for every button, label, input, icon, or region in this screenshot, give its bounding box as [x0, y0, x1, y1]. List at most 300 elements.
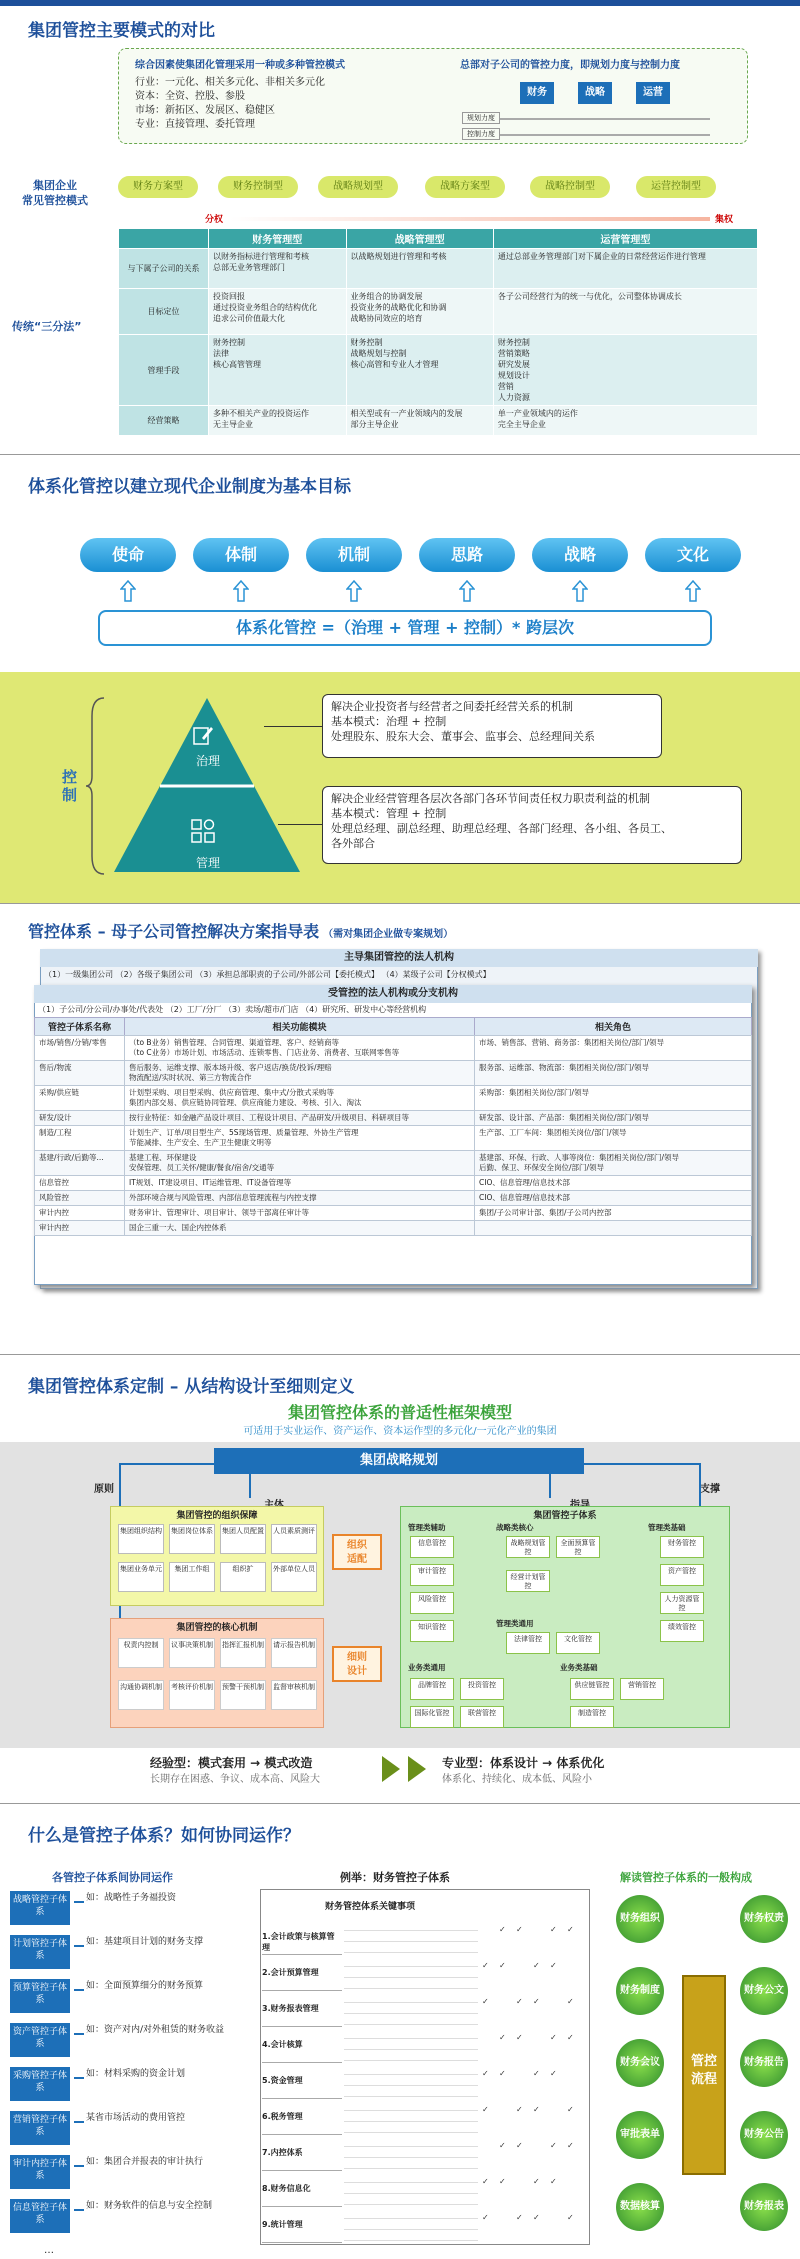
- subsystem-desc: 某省市场活动的费用管控: [86, 2113, 186, 2123]
- slide-1: [0, 0, 800, 455]
- sys-group: 业务类通用: [408, 1663, 446, 1672]
- title-main: 管控体系 – 母子公司管控解决方案指导表: [28, 922, 320, 941]
- goal-bubble: 战略: [532, 538, 628, 572]
- table-cell: 信息管控: [35, 1176, 125, 1191]
- axis-line: [500, 134, 710, 136]
- component-circle: 财务制度: [616, 1967, 664, 2015]
- core-cell: 预警干预机制: [220, 1680, 266, 1710]
- gov-line: 基本模式：治理 + 控制: [331, 715, 447, 728]
- finance-subline: [344, 1968, 478, 1978]
- mode-box: 运营: [636, 82, 670, 104]
- finance-subline: [344, 2040, 478, 2050]
- col-head: 相关功能模块: [125, 1018, 475, 1036]
- cell: 多种不相关产业的投资运作 无主导企业: [209, 406, 347, 436]
- process-center: 管控 流程: [682, 1975, 726, 2175]
- formula-box: 体系化管控 =（治理 + 管理 + 控制）* 跨层次: [98, 610, 712, 646]
- table-row: [119, 406, 758, 436]
- check-icon: ✓: [482, 1997, 489, 2006]
- criteria-line: 行业：一元化、相关多元化、非相关多元化: [135, 77, 325, 88]
- slide-2: [0, 456, 800, 904]
- table-row: [35, 1111, 752, 1126]
- check-icon: ✓: [550, 2069, 557, 2078]
- sys-cell: 联营管控: [460, 1706, 504, 1728]
- framework-sub: 可适用于实业运作、资产运作、资本运作型的多元化/一元化产业的集团: [243, 1426, 557, 1437]
- table-row: [35, 1061, 752, 1086]
- cell: 相关型或有一产业领域内的发展 部分主导企业: [346, 406, 493, 436]
- finance-item: 3.财务报表管理: [262, 1993, 342, 2027]
- check-icon: ✓: [533, 1961, 540, 1970]
- left-label-three: 传统“三分法”: [12, 320, 82, 333]
- criteria-line: 专业：直接管理、委托管理: [135, 119, 255, 130]
- check-icon: ✓: [567, 1925, 574, 1934]
- gov-line: 解决企业投资者与经营者之间委托经营关系的机制: [331, 700, 573, 713]
- subsystem-block: 营销管控子体系: [10, 2111, 70, 2145]
- table-row: [35, 1221, 752, 1236]
- subsystem-block: 信息管控子体系: [10, 2199, 70, 2233]
- check-icon: ✓: [550, 1925, 557, 1934]
- front-title: 受管控的法人机构或分支机构: [34, 985, 752, 1003]
- left-title: 各管控子体系间协同运作: [52, 1871, 173, 1884]
- criteria-line: 市场：新拓区、发展区、稳健区: [135, 105, 275, 116]
- bracket-icon: [86, 696, 106, 876]
- slide-4-title: 集团管控体系定制 – 从结构设计至细则定义: [28, 1377, 355, 1397]
- sys-cell: 信息管控: [410, 1536, 454, 1558]
- check-icon: ✓: [533, 2177, 540, 2186]
- core-title: 集团管控的核心机制: [176, 1623, 258, 1633]
- link-line: [74, 1989, 84, 1991]
- subsystem-desc: 如：战略性子务福投资: [86, 1893, 177, 1903]
- goal-bubble: 使命: [80, 538, 176, 572]
- check-icon: ✓: [482, 2213, 489, 2222]
- mid-title: 例举：财务管控子体系: [340, 1871, 450, 1884]
- check-icon: ✓: [499, 2177, 506, 2186]
- gov-line: 处理股东、股东大会、董事会、监事会、总经理间关系: [331, 730, 595, 743]
- core-cell: 权责内控制: [118, 1638, 164, 1668]
- finance-subline: [344, 1993, 478, 2003]
- table-cell: 计划型采购、项目型采购、供应商管理、集中式/分散式采购等 集团内部交易、供应链协同管理、供应商能力建设、考核、引入、淘汰: [125, 1086, 475, 1111]
- check-icon: ✓: [516, 2105, 523, 2114]
- check-icon: ✓: [567, 2213, 574, 2222]
- table-row: [35, 1086, 752, 1111]
- row-key: 目标定位: [119, 289, 209, 335]
- finance-item: 1.会计政策与核算管理: [262, 1921, 342, 1955]
- management-box: [322, 786, 742, 864]
- mode-pill: 战略规划型: [318, 176, 398, 198]
- check-icon: ✓: [516, 2213, 523, 2222]
- check-icon: ✓: [516, 1925, 523, 1934]
- org-title: 集团管控的组织保障: [176, 1511, 258, 1521]
- sys-cell: 制造管控: [570, 1706, 614, 1728]
- front-sub: （1）子公司/分公司/办事处/代表处 （2）工厂/分厂 （3）卖场/超市/门店 （4）研究所、研发中心等经营机构: [38, 1005, 427, 1014]
- org-cell: 集团工作组: [169, 1562, 215, 1592]
- table-cell: 制造/工程: [35, 1126, 125, 1151]
- link-line: [74, 2121, 84, 2123]
- sys-group: 战略类核心: [496, 1523, 534, 1532]
- table-cell: 风险管控: [35, 1191, 125, 1206]
- finance-table-head: 财务管控体系关键事项: [324, 1902, 415, 1912]
- core-panel: [110, 1618, 324, 1728]
- check-icon: ✓: [567, 2033, 574, 2042]
- component-circle: 数据核算: [616, 2183, 664, 2231]
- table-head: 财务管理型: [209, 229, 347, 249]
- cell: 投资回报 通过投资业务组合的结构优化 追求公司价值最大化: [209, 289, 347, 335]
- component-circle: 财务公告: [740, 2111, 788, 2159]
- subsystem-block: 资产管控子体系: [10, 2023, 70, 2057]
- org-cell: 外部单位人员: [271, 1562, 317, 1592]
- finance-subline: [344, 1979, 478, 1989]
- sys-cell: 资产管控: [660, 1564, 704, 1586]
- finance-subline: [344, 2220, 478, 2230]
- check-icon: ✓: [499, 2033, 506, 2042]
- up-arrow-icon: [572, 580, 588, 602]
- mode-box: 财务: [520, 82, 554, 104]
- sys-group: 管理类通用: [496, 1619, 534, 1628]
- table-cell: 基建部、环保、行政、人事等岗位：集团相关岗位/部门/领导 后勤、保卫、环保安全岗位/部门/领导: [475, 1151, 752, 1176]
- framework-title: 集团管控体系的普适性框架模型: [287, 1403, 512, 1422]
- finance-subline: [344, 2209, 478, 2219]
- decentral-label: 分权: [205, 215, 224, 225]
- component-circle: 审批表单: [616, 2111, 664, 2159]
- up-arrow-icon: [459, 580, 475, 602]
- sys-cell: 绩效管控: [660, 1620, 704, 1642]
- finance-subline: [344, 2029, 478, 2039]
- finance-subline: [344, 2101, 478, 2111]
- sys-cell: 营销管控: [620, 1678, 664, 1700]
- criteria-list: [135, 76, 325, 132]
- mgmt-line: 各外部合: [331, 837, 375, 850]
- check-icon: ✓: [550, 2141, 557, 2150]
- finance-subline: [344, 2231, 478, 2241]
- row-key: 经营策略: [119, 406, 209, 436]
- table-head: 运营管理型: [493, 229, 757, 249]
- finance-subline: [344, 1932, 478, 1942]
- component-circle: 财务公文: [740, 1967, 788, 2015]
- finance-subline: [344, 2004, 478, 2014]
- link-line: [74, 2033, 84, 2035]
- slide-5: [0, 1805, 800, 2259]
- cell: 财务控制 战略规划与控制 核心高管和专业人才管理: [346, 335, 493, 406]
- finance-item: 4.会计核算: [262, 2029, 342, 2063]
- org-cell: 集团组织结构: [118, 1524, 164, 1554]
- finance-subline: [344, 1921, 478, 1931]
- table-row: [35, 1036, 752, 1061]
- table-cell: CIO、信息管理/信息技术部: [475, 1191, 752, 1206]
- mode-pill: 财务控制型: [218, 176, 298, 198]
- finance-subline: [344, 2159, 478, 2169]
- table-cell: [475, 1221, 752, 1236]
- component-circle: 财务组织: [616, 1895, 664, 1943]
- finance-subline: [344, 2123, 478, 2133]
- connector-line: [264, 726, 322, 727]
- finance-subline: [344, 2087, 478, 2097]
- left-label-modes: 集团企业 常见管控模式: [22, 179, 88, 207]
- subsystem-desc: 如：资产对内/对外租赁的财务收益: [86, 2025, 225, 2035]
- check-icon: ✓: [550, 2177, 557, 2186]
- note-right: 总部对子公司的管控力度，即规划力度与控制力度: [460, 60, 680, 71]
- finance-item: 5.资金管理: [262, 2065, 342, 2099]
- check-icon: ✓: [499, 2141, 506, 2150]
- subsystem-desc: 如：材料采购的资金计划: [86, 2069, 186, 2079]
- solution-table: [34, 1017, 752, 1036]
- mgmt-line: 解决企业经营管理各层次各部门各环节间责任权力职责利益的机制: [331, 792, 650, 805]
- check-icon: ✓: [550, 1961, 557, 1970]
- core-cell: 议事决策机制: [169, 1638, 215, 1668]
- table-cell: IT规划、IT建设项目、IT运维管理、IT设备管理等: [125, 1176, 475, 1191]
- table-row: [119, 289, 758, 335]
- core-cell: 指挥汇报机制: [220, 1638, 266, 1668]
- check-icon: ✓: [567, 2105, 574, 2114]
- ellipsis: …: [44, 2245, 54, 2256]
- check-icon: ✓: [516, 1997, 523, 2006]
- mode-pill: 运营控制型: [636, 176, 716, 198]
- core-cell: 考核评价机制: [169, 1680, 215, 1710]
- foot-left-2: 长期存在困惑、争议、成本高、风险大: [150, 1774, 320, 1785]
- mgmt-line: 处理总经理、副总经理、助理总经理、各部门经理、各小组、各员工、: [331, 822, 672, 835]
- table-cell: 国企三重一大、国企内控体系: [125, 1221, 475, 1236]
- subsystem-block: 计划管控子体系: [10, 1935, 70, 1969]
- table-cell: 审计内控: [35, 1221, 125, 1236]
- slide-2-title: 体系化管控以建立现代企业制度为基本目标: [28, 477, 351, 497]
- cell: 单一产业领域内的运作 完全主导企业: [493, 406, 757, 436]
- edit-icon: [192, 724, 214, 746]
- axis-label: 规划力度: [462, 112, 500, 124]
- up-arrow-icon: [685, 580, 701, 602]
- axis-label: 控制力度: [462, 128, 500, 140]
- check-icon: ✓: [516, 2033, 523, 2042]
- table-cell: 服务部、运维部、物流部：集团相关岗位/部门/领导: [475, 1061, 752, 1086]
- sys-group: 管理类基础: [648, 1523, 686, 1532]
- link-line: [74, 1901, 84, 1903]
- sys-cell: 风险管控: [410, 1592, 454, 1614]
- sys-cell: 知识管控: [410, 1620, 454, 1642]
- top-strip: [0, 0, 800, 6]
- note-left: 综合因素使集团化管理采用一种或多种管控模式: [135, 60, 345, 71]
- cell: 以财务指标进行管理和考核 总部无业务管理部门: [209, 249, 347, 289]
- pyramid-icon: [112, 696, 302, 874]
- component-circle: 财务报告: [740, 2039, 788, 2087]
- link-line: [74, 2209, 84, 2211]
- sys-cell: 经营计划管控: [506, 1570, 550, 1592]
- subsystem-desc: 如：全面预算细分的财务预算: [86, 1981, 204, 1991]
- org-cell: 集团人员配置: [220, 1524, 266, 1554]
- management-label: 管理: [196, 856, 221, 870]
- title-sub: （需对集团企业做专案规划）: [323, 929, 454, 940]
- subsystem-block: 采购管控子体系: [10, 2067, 70, 2101]
- link-line: [74, 1945, 84, 1947]
- up-arrow-icon: [346, 580, 362, 602]
- table-cell: 研发/设计: [35, 1111, 125, 1126]
- mgmt-line: 基本模式：管理 + 控制: [331, 807, 447, 820]
- org-cell: 组织扩: [220, 1562, 266, 1592]
- subsystem-desc: 如：集团合并报表的审计执行: [86, 2157, 204, 2167]
- finance-item: 9.统计管理: [262, 2209, 342, 2243]
- check-icon: ✓: [482, 1961, 489, 1970]
- core-cell: 请示报告机制: [271, 1638, 317, 1668]
- check-icon: ✓: [567, 2141, 574, 2150]
- back-title: 主导集团管控的法人机构: [40, 949, 758, 967]
- component-circle: 财务报表: [740, 2183, 788, 2231]
- table-row: [35, 1191, 752, 1206]
- sys-cell: 投资管控: [460, 1678, 504, 1700]
- arrow-org-fit: 组织 适配: [332, 1534, 382, 1570]
- foot-right-2: 体系化、持续化、成本低、风险小: [442, 1774, 592, 1785]
- finance-subline: [344, 2137, 478, 2147]
- up-arrow-icon: [233, 580, 249, 602]
- finance-subline: [344, 2015, 478, 2025]
- sys-cell: 全面预算管控: [556, 1536, 600, 1558]
- goal-bubble: 体制: [193, 538, 289, 572]
- slide-5-title: 什么是管控子体系？如何协同运作？: [28, 1826, 300, 1846]
- link-line: [74, 2165, 84, 2167]
- governance-box: [322, 694, 662, 758]
- table-cell: 售后服务、运维支撑、版本场升级、客户返店/换货/投诉/理赔 物流配送/实时状况、第三方物流合作: [125, 1061, 475, 1086]
- finance-item: 2.会计预算管理: [262, 1957, 342, 1991]
- table-cell: 按行业特征：如金融产品设计项目、工程设计项目、产品研发/升级项目、科研项目等: [125, 1111, 475, 1126]
- strategy-bar: 集团战略规划: [214, 1448, 584, 1474]
- sys-cell: 审计管控: [410, 1564, 454, 1586]
- sys-cell: 文化管控: [556, 1632, 600, 1654]
- table-cell: 计划生产、订单/项目型生产、5S现场管理、质量管理、外协生产管理 节能减排、生产安全、生产卫生健康文明等: [125, 1126, 475, 1151]
- sys-group: 管理类辅助: [408, 1523, 446, 1532]
- goal-bubble: 文化: [645, 538, 741, 572]
- label-support: 支撑: [700, 1484, 720, 1495]
- subsystem-block: 预算管控子体系: [10, 1979, 70, 2013]
- power-gradient: [230, 217, 710, 221]
- check-icon: ✓: [499, 1961, 506, 1970]
- table-row: [35, 1206, 752, 1221]
- finance-subline: [344, 1943, 478, 1953]
- table-cell: 市场/销售/分销/零售: [35, 1036, 125, 1061]
- check-icon: ✓: [533, 2069, 540, 2078]
- check-icon: ✓: [482, 2177, 489, 2186]
- table-row: [35, 1126, 752, 1151]
- mode-box: 战略: [578, 82, 612, 104]
- table-cell: 基建/行政/后勤等...: [35, 1151, 125, 1176]
- table-cell: 审计内控: [35, 1206, 125, 1221]
- slide-1-title: 集团管控主要模式的对比: [28, 21, 215, 41]
- control-label: 控 制: [62, 768, 78, 804]
- table-cell: 集团/子公司审计部、集团/子公司内控部: [475, 1206, 752, 1221]
- component-circle: 财务会议: [616, 2039, 664, 2087]
- sys-cell: 国际化管控: [410, 1706, 454, 1728]
- table-row: [35, 1151, 752, 1176]
- check-icon: ✓: [567, 1997, 574, 2006]
- subsystem-desc: 如：基建项目计划的财务支撑: [86, 1937, 204, 1947]
- link-line: [74, 2077, 84, 2079]
- cell: 业务组合的协调发展 投资业务的战略优化和协调 战略协同效应的培育: [346, 289, 493, 335]
- table-cell: 售后/物流: [35, 1061, 125, 1086]
- criteria-line: 资本：全资、控股、参股: [135, 91, 245, 102]
- finance-subline: [344, 2051, 478, 2061]
- org-cell: 集团业务单元: [118, 1562, 164, 1592]
- table-row: [35, 1176, 752, 1191]
- check-icon: ✓: [533, 1997, 540, 2006]
- arrow-detail: 细则 设计: [332, 1646, 382, 1682]
- slide-3: [0, 905, 800, 1355]
- cell: 财务控制 法律 核心高管管理: [209, 335, 347, 406]
- foot-right-1: 专业型：体系设计 → 体系优化: [442, 1756, 605, 1770]
- org-cell: 集团岗位体系: [169, 1524, 215, 1554]
- finance-subline: [344, 2112, 478, 2122]
- finance-subline: [344, 2173, 478, 2183]
- table-head: [119, 229, 209, 249]
- check-icon: ✓: [533, 2105, 540, 2114]
- comparison-table: [118, 228, 758, 436]
- finance-item: 7.内控体系: [262, 2137, 342, 2171]
- slide-3-title: [28, 919, 453, 942]
- table-cell: 采购部：集团相关岗位/部门/领导: [475, 1086, 752, 1111]
- mode-pill: 战略方案型: [425, 176, 505, 198]
- cell: 各子公司经营行为的统一与优化，公司整体协调成长: [493, 289, 757, 335]
- table-cell: 采购/供应链: [35, 1086, 125, 1111]
- table-cell: 研发部、设计部、产品部：集团相关岗位/部门/领导: [475, 1111, 752, 1126]
- sys-cell: 财务管控: [660, 1536, 704, 1558]
- right-title: 解读管控子体系的一般构成: [620, 1871, 752, 1884]
- check-icon: ✓: [499, 2069, 506, 2078]
- row-key: 管理手段: [119, 335, 209, 406]
- cell: 通过总部业务管理部门对下属企业的日常经营运作进行管理: [493, 249, 757, 289]
- finance-subline: [344, 2148, 478, 2158]
- table-cell: （to B业务）销售管理、合同管理、渠道管理、客户、经销商等 （to C业务）市场计划、市场活动、连锁零售、门店业务、消费者、互联网零售等: [125, 1036, 475, 1061]
- org-cell: 人员素质测评: [271, 1524, 317, 1554]
- back-sub: （1）一级集团公司 （2）各级子集团公司 （3）承担总部职责的子公司/外部公司【委托模式】 （4）某级子公司【分权模式】: [44, 970, 491, 979]
- core-cell: 监督审核机制: [271, 1680, 317, 1710]
- sys-title: 集团管控子体系: [533, 1511, 597, 1521]
- central-label: 集权: [715, 215, 734, 225]
- cell: 以战略规划进行管理和考核: [346, 249, 493, 289]
- col-head: 相关角色: [475, 1018, 752, 1036]
- mode-pill: 财务方案型: [118, 176, 198, 198]
- finance-subline: [344, 2076, 478, 2086]
- sys-cell: 供应链管控: [570, 1678, 614, 1700]
- core-cell: 沟通协调机制: [118, 1680, 164, 1710]
- double-chevron-icon: [378, 1754, 438, 1784]
- sys-cell: 战略规划管控: [506, 1536, 550, 1558]
- table-cell: 外部环境合规与风险管理、内部信息管理流程与内控支撑: [125, 1191, 475, 1206]
- foot-left-1: 经验型：模式套用 → 模式改造: [150, 1756, 313, 1770]
- table-row: [119, 335, 758, 406]
- goal-bubble: 思路: [419, 538, 515, 572]
- connector-line: [278, 824, 322, 825]
- label-principle: 原则: [94, 1484, 114, 1495]
- check-icon: ✓: [550, 2033, 557, 2042]
- sys-cell: 人力资源管控: [660, 1592, 704, 1614]
- check-icon: ✓: [533, 2213, 540, 2222]
- col-head: 管控子体系名称: [35, 1018, 125, 1036]
- subsystem-block: 审计内控子体系: [10, 2155, 70, 2189]
- table-cell: 财务审计、管理审计、项目审计、领导干部离任审计等: [125, 1206, 475, 1221]
- check-icon: ✓: [499, 1925, 506, 1934]
- finance-subline: [344, 2065, 478, 2075]
- row-key: 与下属子公司的关系: [119, 249, 209, 289]
- component-circle: 财务权责: [740, 1895, 788, 1943]
- governance-label: 治理: [196, 754, 221, 768]
- table-row: [119, 249, 758, 289]
- goal-bubble: 机制: [306, 538, 402, 572]
- grid-icon: [190, 818, 216, 844]
- slide-4: [0, 1356, 800, 1804]
- finance-subline: [344, 1957, 478, 1967]
- axis-line: [500, 118, 710, 120]
- subsystem-desc: 如：财务软件的信息与安全控制: [86, 2201, 213, 2211]
- finance-item: 8.财务信息化: [262, 2173, 342, 2207]
- check-icon: ✓: [482, 2105, 489, 2114]
- table-cell: 生产部、工厂车间：集团相关岗位/部门/领导: [475, 1126, 752, 1151]
- table-cell: CIO、信息管理/信息技术部: [475, 1176, 752, 1191]
- finance-subline: [344, 2195, 478, 2205]
- sys-cell: 品牌管控: [410, 1678, 454, 1700]
- table-head: 战略管理型: [346, 229, 493, 249]
